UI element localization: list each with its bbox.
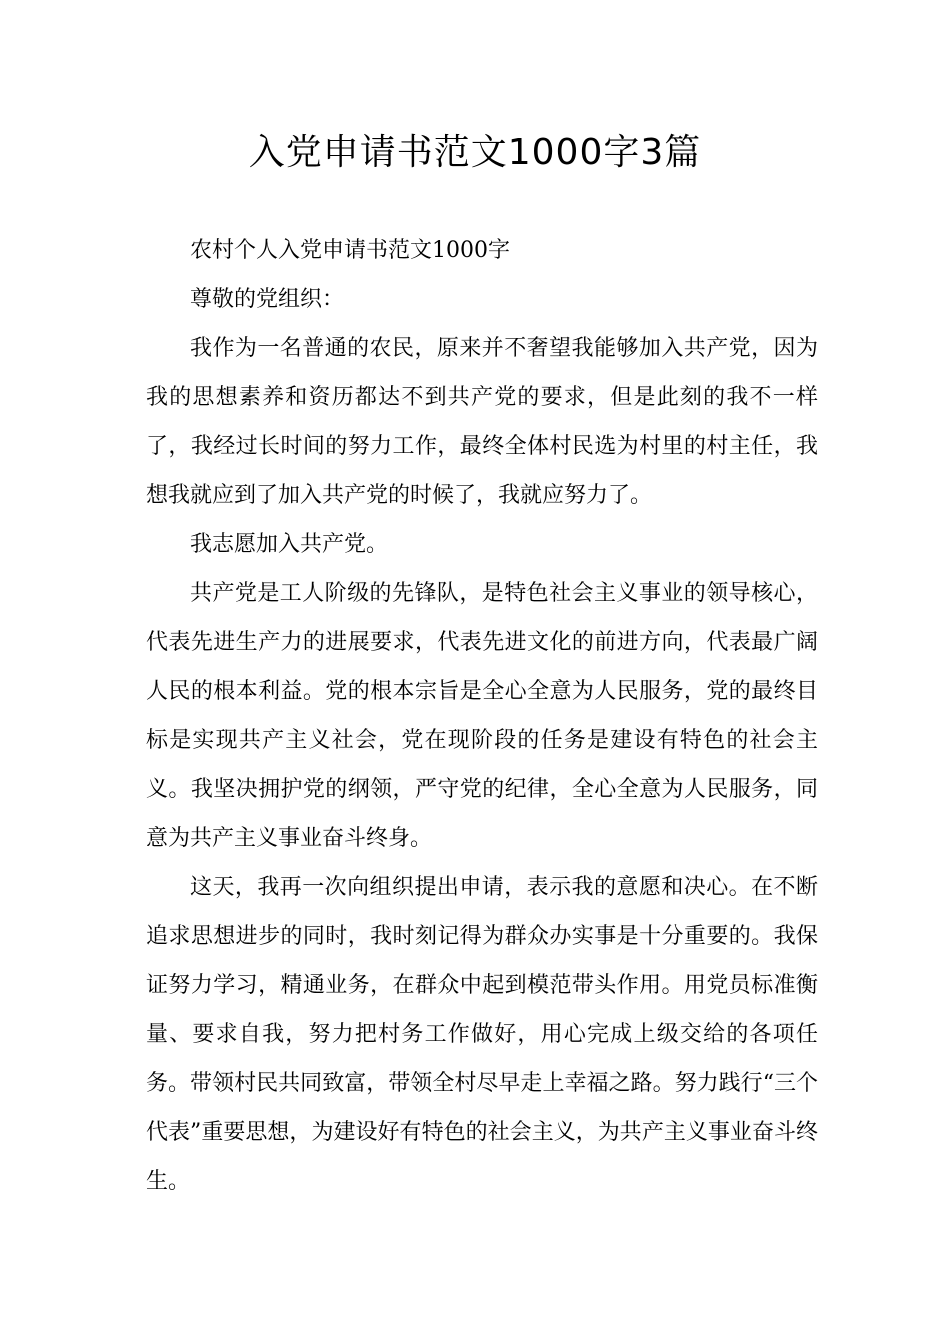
document-title: 入党申请书范文1000字3篇 [248, 132, 702, 173]
paragraph-salutation: 尊敬的党组织： [190, 287, 345, 312]
paragraph: 我作为一名普通的农民，原来并不奢望我能够加入共产党，因为我的思想素养和资历都达不到共产党的要求，但是此刻的我不一样了，我经过长时间的努力工作，最终全体村民选为村里的村主任，我想我就应到了加入共产党的时候了，我就应努力了。 [146, 336, 818, 508]
paragraph: 共产党是工人阶级的先锋队，是特色社会主义事业的领导核心，代表先进生产力的进展要求，代表先进文化的前进方向，代表最广阔人民的根本利益。党的根本宗旨是全心全意为人民服务，党的最终目标是实现共产主义社会，党在现阶段的任务是建设有特色的社会主义。我坚决拥护党的纲领，严守党的纪律，全心全意为人民服务，同意为共产主义事业奋斗终身。 [146, 581, 818, 851]
paragraph: 这天，我再一次向组织提出申请，表示我的意愿和决心。在不断追求思想进步的同时，我时刻记得为群众办实事是十分重要的。我保证努力学习，精通业务，在群众中起到模范带头作用。用党员标准衡量、要求自我，努力把村务工作做好，用心完成上级交给的各项任务。带领村民共同致富，带领全村尽早走上幸福之路。努力践行“三个代表”重要思想，为建设好有特色的社会主义，为共产主义事业奋斗终生。 [146, 875, 818, 1194]
paragraph-subtitle: 农村个人入党申请书范文1000字 [190, 238, 510, 263]
paragraph: 我志愿加入共产党。 [190, 532, 389, 557]
document-body [146, 226, 818, 1206]
